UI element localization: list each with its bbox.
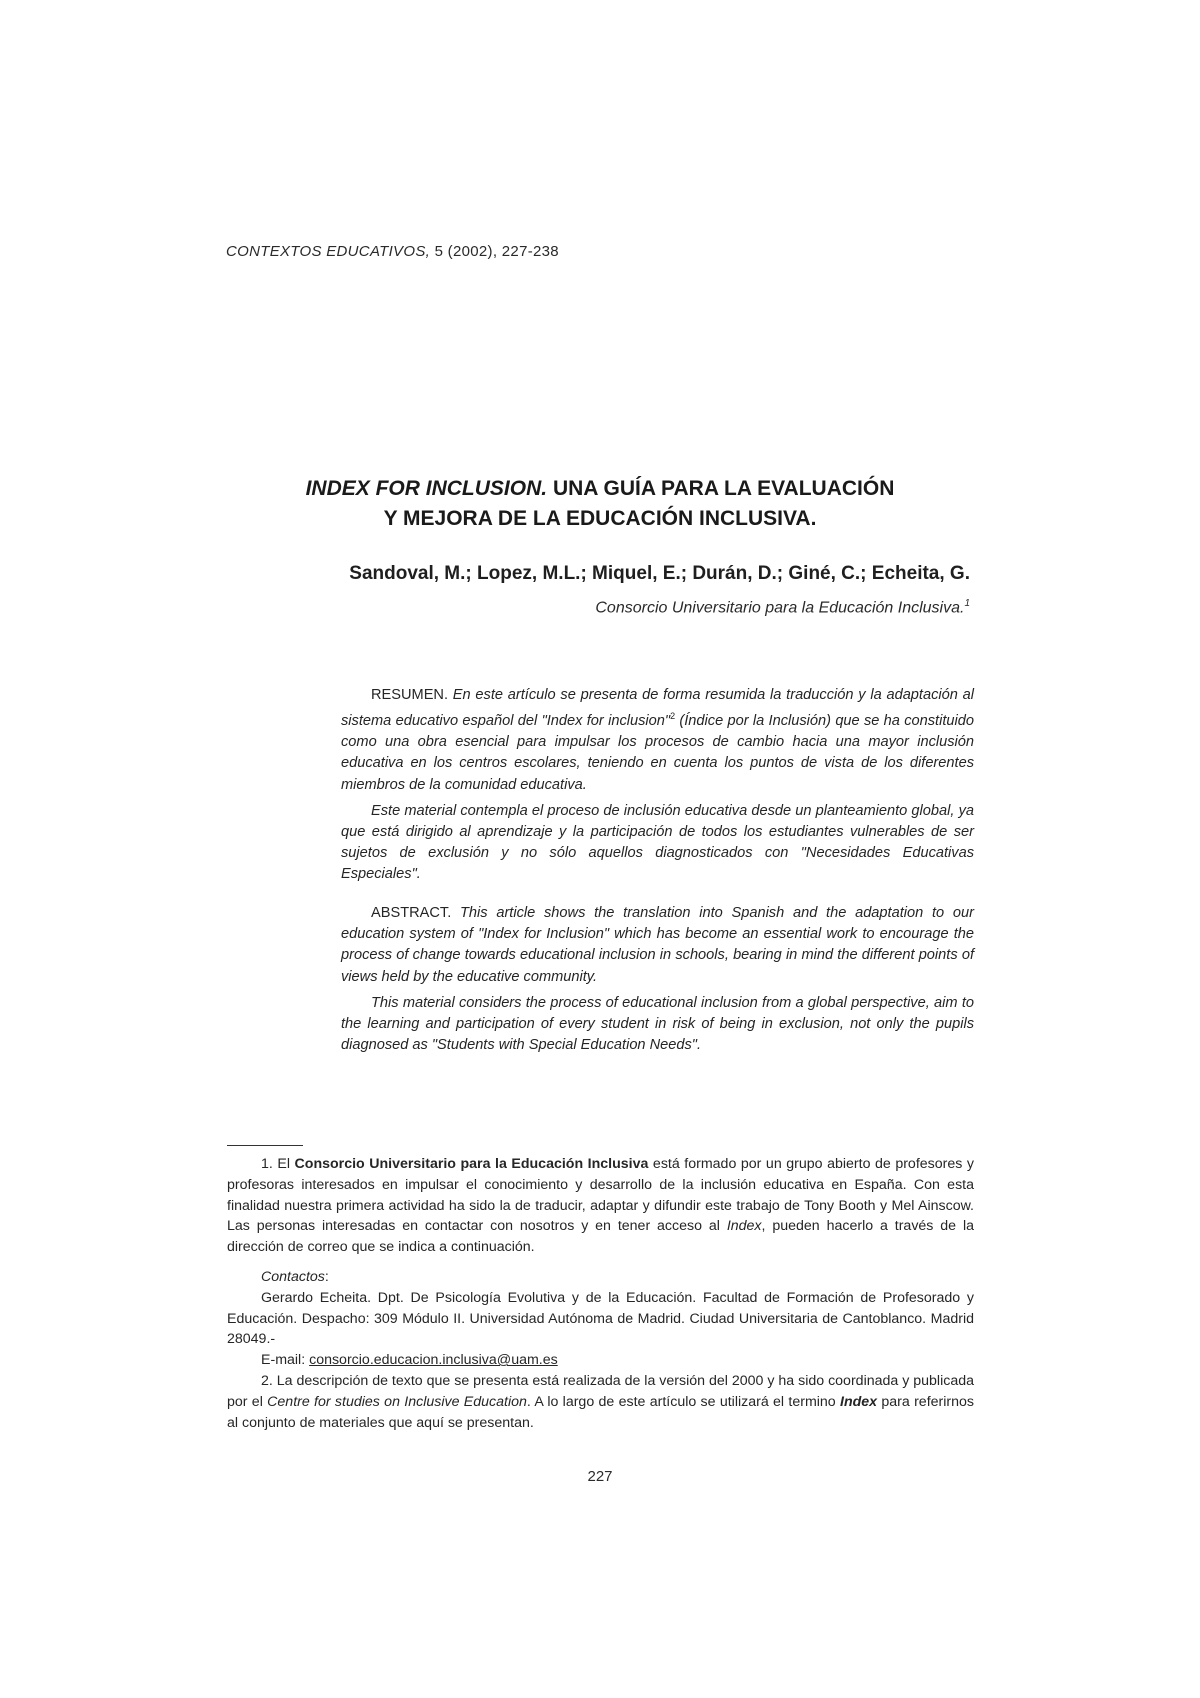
title-line-1	[180, 474, 1020, 504]
abstract-paragraph-2: This material considers the process of educational inclusion from a global perspective, aim to the learning and participation of every student in risk of being in exclusion, not only the pupils diagnosed as "Students with Special Education Needs".	[341, 994, 974, 1054]
contacts-heading	[227, 1267, 974, 1288]
page-number: 227	[587, 1468, 613, 1485]
footnote-2-text-b: . A lo largo de este artículo se utilizará el termino	[526, 1393, 841, 1410]
title-line-1-rest: UNA GUÍA PARA LA EVALUACIÓN	[547, 477, 895, 500]
footnote-2	[227, 1371, 974, 1433]
footnote-2-text-a: 2. La descripción de texto que se presenta está realizada de la versión del 2000 y ha sido coordinada y publicada por el	[227, 1372, 974, 1410]
running-head	[226, 243, 559, 260]
abstract-label: ABSTRACT.	[371, 905, 452, 921]
abstract-paragraph-1	[341, 903, 974, 988]
footnote-1-text-b: está formado por un grupo abierto de profesores y profesoras interesados en impulsar el conocimiento y desarrollo de la inclusión educativa en España. Con esta finalidad nuestra primera actividad ha sido la de traducir, adaptar y difundir este trabajo de Tony Booth y Mel Ainscow. Las personas interesadas en contactar con nosotros y en tener acceso al	[227, 1156, 974, 1235]
resumen-label: RESUMEN.	[371, 687, 449, 703]
journal-name: CONTEXTOS EDUCATIVOS,	[226, 243, 431, 260]
title-italic-part: INDEX FOR INCLUSION.	[305, 477, 548, 500]
email-link[interactable]: consorcio.educacion.inclusiva@uam.es	[309, 1352, 558, 1369]
article-title	[180, 474, 1020, 534]
footnote-1-text-a: 1. El	[261, 1156, 295, 1172]
contact-details: Gerardo Echeita. Dpt. De Psicología Evolutiva y de la Educación. Facultad de Formación de Profesorado y Educación. Despacho: 309 Módulo II. Universidad Autónoma de Madrid. Ciudad Universitaria de Cantoblanco. Madrid 28049.-	[227, 1289, 974, 1348]
email-label: E-mail:	[261, 1352, 310, 1369]
resumen-note-marker: 2	[670, 711, 676, 722]
abstract-section	[341, 903, 974, 1061]
affiliation-text: Consorcio Universitario para la Educación Inclusiva.	[595, 599, 965, 617]
journal-citation: 5 (2002), 227-238	[430, 243, 559, 260]
footnote-2-italic: Centre for studies on Inclusive Education	[267, 1393, 527, 1410]
affiliation	[595, 598, 970, 617]
resumen-section	[341, 685, 974, 891]
abstract-text-1: This article shows the translation into Spanish and the adaptation to our education system of "Index for Inclusion" which has become an essential work to encourage the process of change towards educational inclusion in schools, bearing in mind the different points of views held by the educative community.	[341, 905, 974, 985]
footnotes	[227, 1154, 974, 1433]
resumen-text-1a: En este artículo se presenta de forma resumida la traducción y la adaptación al sistema educativo español del "Index for inclusion"	[341, 687, 974, 730]
footnote-1-text-c: , pueden hacerlo a través de la dirección de correo que se indica a continuación.	[227, 1218, 974, 1256]
resumen-paragraph-2: Este material contempla el proceso de inclusión educativa desde un planteamiento global, ya que está dirigido al aprendizaje y la participación de todos los estudiantes vulnerables de ser sujetos de exclusión y no sólo aquellos diagnosticados con "Necesidades Educativas Especiales".	[341, 802, 974, 883]
contact-email-line	[227, 1350, 974, 1371]
title-line-2: Y MEJORA DE LA EDUCACIÓN INCLUSIVA.	[383, 507, 817, 530]
author-list: Sandoval, M.; Lopez, M.L.; Miquel, E.; Durán, D.; Giné, C.; Echeita, G.	[349, 563, 970, 584]
footnote-1-italic: Index	[726, 1218, 762, 1235]
footnote-2-bold-italic: Index	[840, 1393, 878, 1410]
footnote-separator	[227, 1145, 303, 1146]
resumen-text-1b: (Índice por la Inclusión) que se ha constituido como una obra esencial para impulsar los procesos de cambio hacia una mayor inclusión educativa en los centros escolares, teniendo en cuenta los puntos de vista de los diferentes miembros de la comunidad educativa.	[341, 713, 974, 793]
contacts-label: Contactos	[261, 1268, 325, 1285]
contacts-colon: :	[324, 1268, 329, 1285]
footnote-2-text-c: para referirnos al conjunto de materiales que aquí se presentan.	[227, 1393, 975, 1431]
footnote-1-bold: Consorcio Universitario para la Educación Inclusiva	[294, 1156, 649, 1172]
footnote-1	[227, 1154, 974, 1258]
resumen-paragraph-1	[341, 685, 974, 796]
affiliation-note-marker: 1	[964, 598, 970, 609]
